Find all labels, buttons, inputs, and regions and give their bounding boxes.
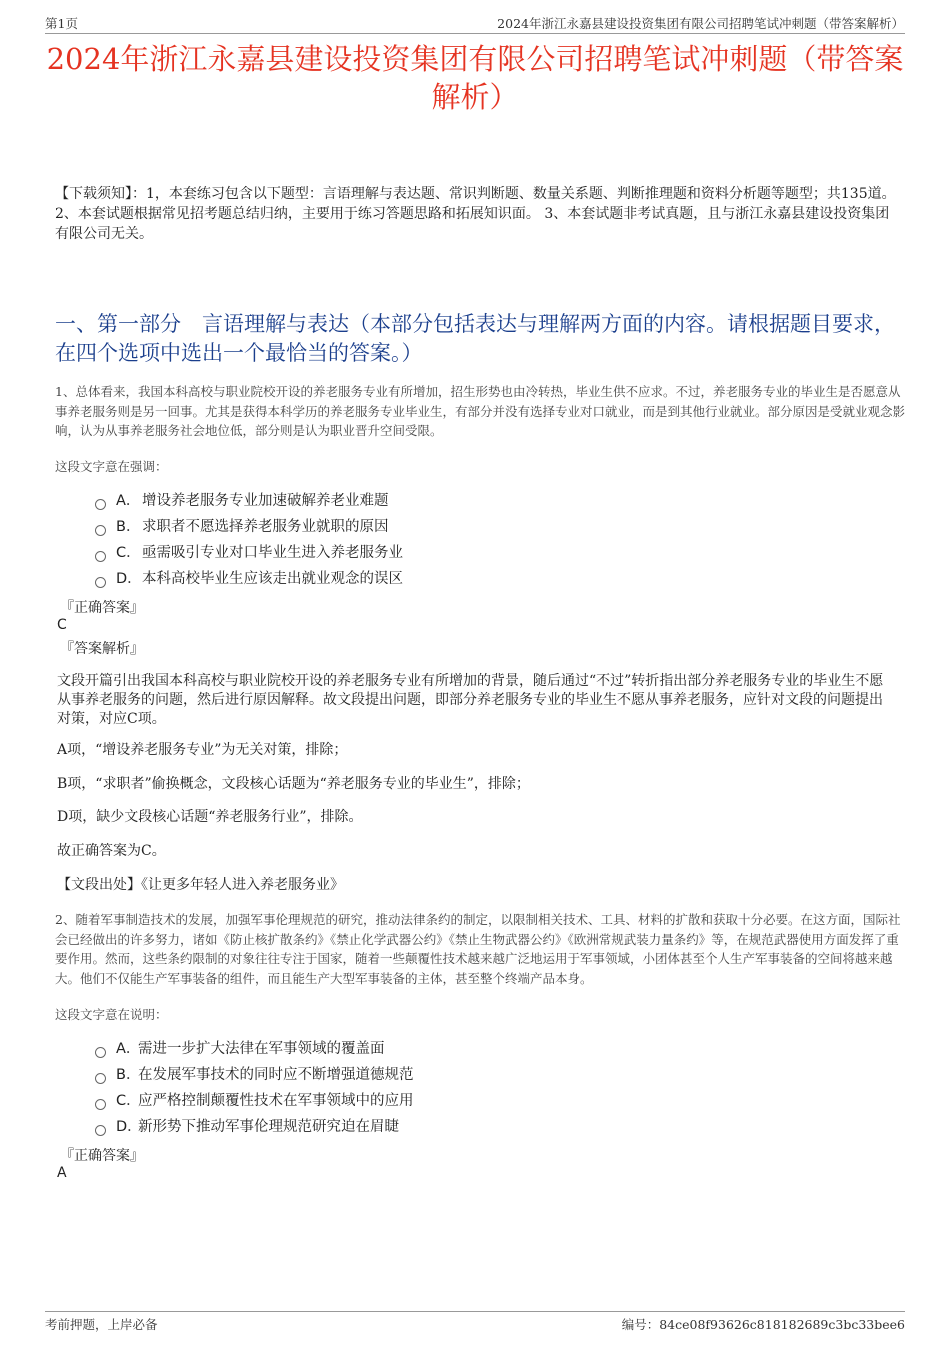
question-2-prompt: 这段文字意在说明： [55, 1007, 168, 1022]
download-notice: 【下载须知】：1，本套练习包含以下题型：言语理解与表达题、常识判断题、数量关系题、判断推理题和资料分析题等题型；共135道。 2、本套试题根据常见招考题总结归纳，主要用于练习答题思路和拓展知识面。 3、本套试题非考试真题，且与浙江永嘉县建设投资集团有限公司无关。 [55, 186, 896, 242]
analysis-conclusion: 故正确答案为C。 [57, 843, 166, 859]
radio-button[interactable] [95, 1073, 106, 1084]
option-d[interactable] [95, 566, 890, 592]
option-letter: D． [116, 571, 142, 587]
option-a[interactable] [95, 1036, 890, 1062]
option-letter: B． [116, 1067, 141, 1083]
footer-slogan: 考前押题，上岸必备 [45, 1317, 158, 1332]
radio-button[interactable] [95, 1047, 106, 1058]
correct-answer: C [57, 617, 67, 633]
question-1-options [95, 488, 890, 592]
option-text: 亟需吸引专业对口毕业生进入养老服务业 [142, 545, 403, 561]
correct-answer-label: 『正确答案』 [60, 1148, 144, 1164]
option-letter: A． [116, 493, 141, 509]
option-text: 需进一步扩大法律在军事领域的覆盖面 [138, 1041, 385, 1057]
option-a[interactable] [95, 488, 890, 514]
question-2-options [95, 1036, 890, 1140]
option-c[interactable] [95, 1088, 890, 1114]
radio-button[interactable] [95, 551, 106, 562]
option-letter: C． [116, 545, 141, 561]
option-text: 增设养老服务专业加速破解养老业难题 [142, 493, 389, 509]
page-number: 第1页 [45, 16, 78, 31]
analysis-option-b: B项，“求职者”偷换概念，文段核心话题为“养老服务专业的毕业生”，排除； [57, 776, 530, 792]
question-1-prompt: 这段文字意在强调： [55, 459, 168, 474]
option-text: 新形势下推动军事伦理规范研究迫在眉睫 [138, 1119, 399, 1135]
running-header-title: 2024年浙江永嘉县建设投资集团有限公司招聘笔试冲刺题（带答案解析） [497, 16, 904, 31]
radio-button[interactable] [95, 577, 106, 588]
analysis-source: 【文段出处】《让更多年轻人进入养老服务业》 [57, 877, 344, 893]
document-title: 2024年浙江永嘉县建设投资集团有限公司招聘笔试冲刺题（带答案解析） [46, 42, 904, 114]
analysis-paragraph: 文段开篇引出我国本科高校与职业院校开设的养老服务专业有所增加的背景，随后通过“不过”转折指出部分养老服务专业的毕业生不愿从事养老服务的问题，然后进行原因解释。故文段提出问题，即部分养老服务专业的毕业生不愿从事养老服务，应针对文段的问题提出对策，对应C项。 [57, 673, 884, 727]
option-d[interactable] [95, 1114, 890, 1140]
option-text: 在发展军事技术的同时应不断增强道德规范 [138, 1067, 414, 1083]
option-letter: B． [116, 519, 141, 535]
question-2-text: 2、随着军事制造技术的发展，加强军事伦理规范的研究，推动法律条约的制定，以限制相关技术、工具、材料的扩散和获取十分必要。在这方面，国际社会已经做出的许多努力，诸如《防止核扩散条约》《禁止化学武器公约》《禁止生物武器公约》《欧洲常规武装力量条约》等，在规范武器使用方面发挥了重要作用。然而，这些条约限制的对象往往专注于国家，随着一些颠覆性技术越来越广泛地运用于军事领域，小团体甚至个人生产军事装备的空间将越来越大。他们不仅能生产军事装备的组件，而且能生产大型军事装备的主体，甚至整个终端产品本身。 [55, 912, 901, 986]
option-b[interactable] [95, 1062, 890, 1088]
option-letter: C． [116, 1093, 141, 1109]
analysis-label: 『答案解析』 [60, 641, 144, 657]
analysis-option-a: A项，“增设养老服务专业”为无关对策，排除； [57, 742, 348, 758]
option-b[interactable] [95, 514, 890, 540]
radio-button[interactable] [95, 1099, 106, 1110]
option-text: 应严格控制颠覆性技术在军事领域中的应用 [138, 1093, 414, 1109]
option-text: 求职者不愿选择养老服务业就职的原因 [142, 519, 389, 535]
analysis-option-d: D项，缺少文段核心话题“养老服务行业”，排除。 [57, 809, 363, 825]
correct-answer-label: 『正确答案』 [60, 600, 144, 616]
option-letter: D． [116, 1119, 142, 1135]
radio-button[interactable] [95, 525, 106, 536]
radio-button[interactable] [95, 1125, 106, 1136]
option-text: 本科高校毕业生应该走出就业观念的误区 [142, 571, 403, 587]
footer-divider [45, 1311, 905, 1312]
section-heading: 一、第一部分 言语理解与表达（本部分包括表达与理解两方面的内容。请根据题目要求，在四个选项中选出一个最恰当的答案。） [55, 312, 895, 365]
radio-button[interactable] [95, 499, 106, 510]
question-1-text: 1、总体看来，我国本科高校与职业院校开设的养老服务专业有所增加，招生形势也由冷转热，毕业生供不应求。不过，养老服务专业的毕业生是否愿意从事养老服务则是另一回事。尤其是获得本科学历的养老服务专业毕业生，有部分并没有选择专业对口就业，而是到其他行业就业。部分原因是受就业观念影响，认为从事养老服务社会地位低，部分则是认为职业晋升空间受限。 [55, 384, 906, 438]
header-divider [45, 33, 905, 34]
correct-answer: A [57, 1165, 67, 1181]
option-letter: A． [116, 1041, 141, 1057]
document-id: 编号：84ce08f93626c818182689c3bc33bee6 [621, 1317, 905, 1332]
option-c[interactable] [95, 540, 890, 566]
